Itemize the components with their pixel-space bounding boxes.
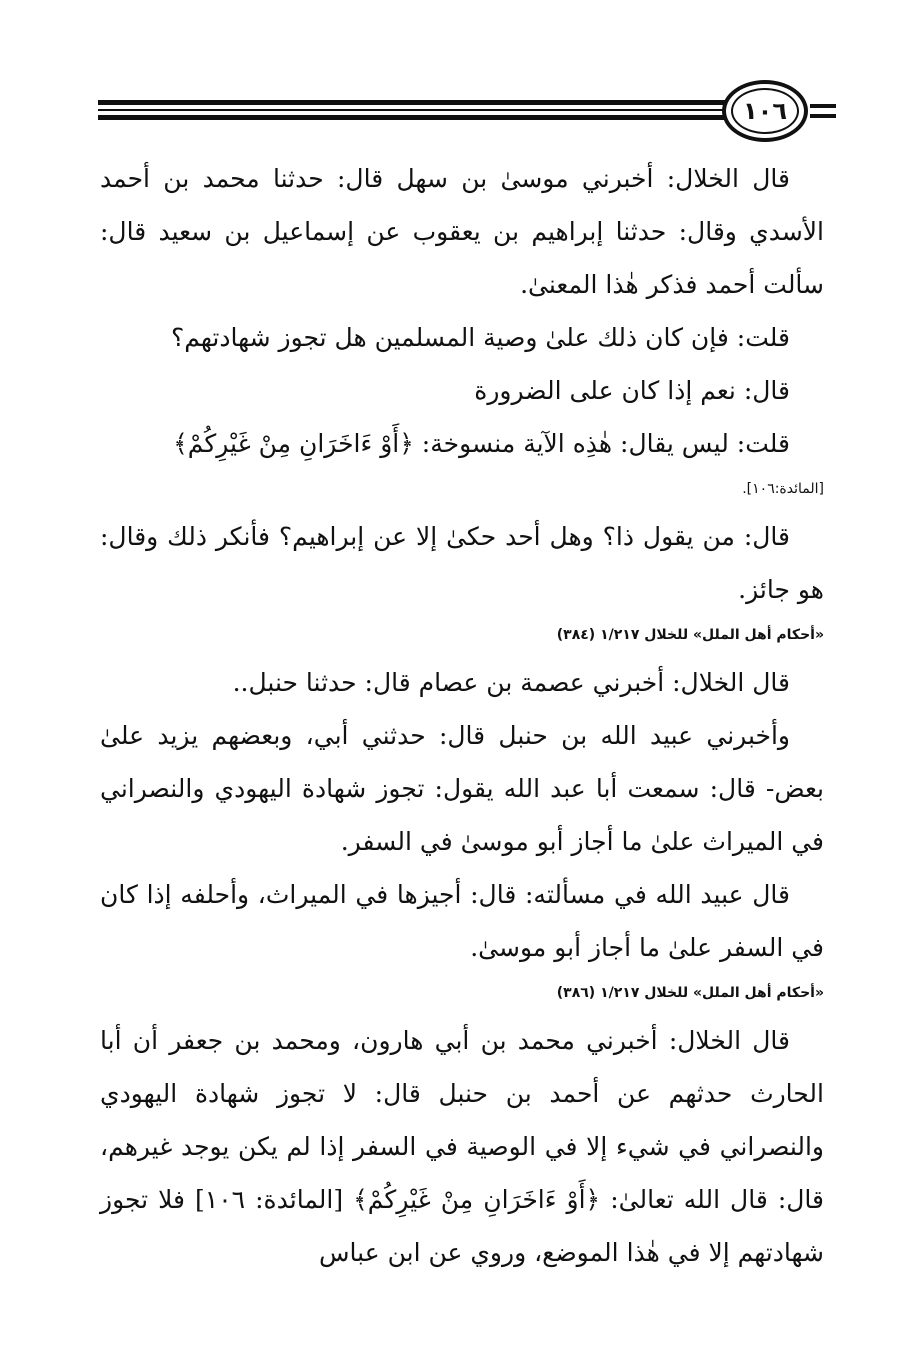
source-citation: «أحكام أهل الملل» للخلال ١/٢١٧ (٣٨٦) [556,985,824,1001]
paragraph: قلت: فإن كان ذلك علىٰ وصية المسلمين هل تجوز شهادتهم؟ [170,323,790,352]
paragraph: قال عبيد الله في مسألته: قال: أجيزها في الميراث، وأحلفه إذا كان في السفر علىٰ ما أجاز أبو موسىٰ. [100,880,824,962]
paragraph: قال الخلال: أخبرني موسىٰ بن سهل قال: حدثنا محمد بن أحمد الأسدي وقال: حدثنا إبراهيم بن يعقوب عن إسماعيل بن سعيد قال: سألت أحمد فذكر هٰذا المعنىٰ. [100,164,824,299]
page-header [98,78,828,148]
page-number-badge [722,80,808,142]
paragraph: قلت: ليس يقال: هٰذِه الآية منسوخة: ﴿أَوْ ءَاخَرَانِ مِنْ غَيْرِكُمْ﴾ [173,429,790,458]
paragraph: قال: من يقول ذا؟ وهل أحد حكىٰ إلا عن إبراهيم؟ فأنكر ذلك وقال: هو جائز. [100,522,824,604]
header-rule-thick [98,100,738,105]
header-tail-lower [810,114,836,118]
header-rule-thick-lower [98,115,738,120]
paragraph: قال الخلال: أخبرني عصمة بن عصام قال: حدثنا حنبل.. [232,668,790,697]
paragraph: قال الخلال: أخبرني محمد بن أبي هارون، ومحمد بن جعفر أن أبا الحارث حدثهم عن أحمد بن حنبل قال: لا تجوز شهادة اليهودي والنصراني في شيء إلا في الوصية في السفر إذا لم يكن يوجد غيرهم، قال: قال الله تعالىٰ: ﴿أَوْ ءَاخَرَانِ مِنْ غَيْرِكُمْ﴾ [المائدة: ١٠٦] فلا تجوز شهادتهم إلا في هٰذا الموضع، وروي عن ابن عباس [100,1026,824,1267]
paragraph: وأخبرني عبيد الله بن حنبل قال: حدثني أبي، وبعضهم يزيد علىٰ بعض- قال: سمعت أبا عبد الله يقول: تجوز شهادة اليهودي والنصراني في الميراث علىٰ ما أجاز أبو موسىٰ في السفر. [100,721,824,856]
source-citation: «أحكام أهل الملل» للخلال ١/٢١٧ (٣٨٤) [556,627,824,643]
paragraph: قال: نعم إذا كان على الضرورة [474,376,790,405]
header-rule-thin [98,109,738,111]
verse-reference: [المائدة:١٠٦]. [742,481,824,497]
page-number: ١٠٦ [743,97,787,125]
header-tail-upper [810,104,836,108]
page-body [100,152,824,1279]
